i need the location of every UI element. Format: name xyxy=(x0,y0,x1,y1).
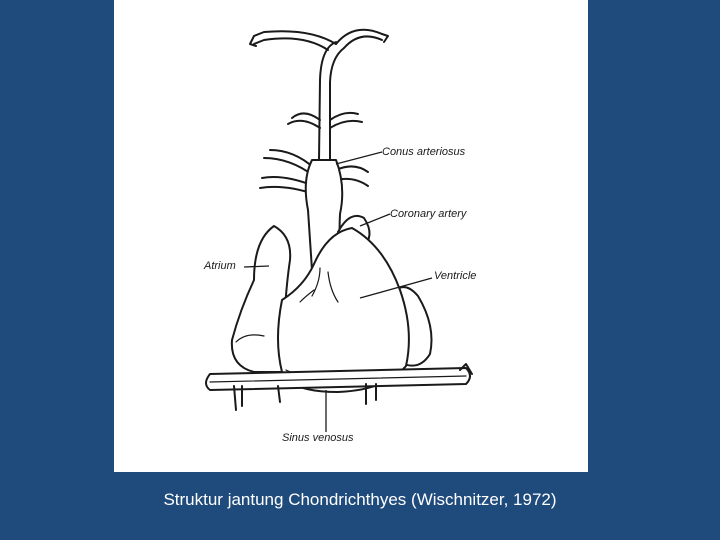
leader-conus xyxy=(336,152,382,164)
label-conus-arteriosus: Conus arteriosus xyxy=(382,146,466,158)
label-sinus-venosus: Sinus venosus xyxy=(282,432,354,444)
label-ventricle: Ventricle xyxy=(434,270,477,282)
branch-r2 xyxy=(336,166,368,172)
ventral-aorta xyxy=(319,42,336,160)
aortic-arch-left xyxy=(254,38,328,50)
shark-heart-illustration xyxy=(114,0,588,472)
label-coronary-artery: Coronary artery xyxy=(390,208,467,220)
ventricle xyxy=(278,228,409,392)
diagram-panel xyxy=(114,0,588,472)
branch-r1 xyxy=(330,113,358,120)
figure-caption: Struktur jantung Chondrichthyes (Wischnitzer, 1972) xyxy=(163,490,557,509)
branch-l1 xyxy=(292,113,320,120)
label-atrium: Atrium xyxy=(204,260,236,272)
